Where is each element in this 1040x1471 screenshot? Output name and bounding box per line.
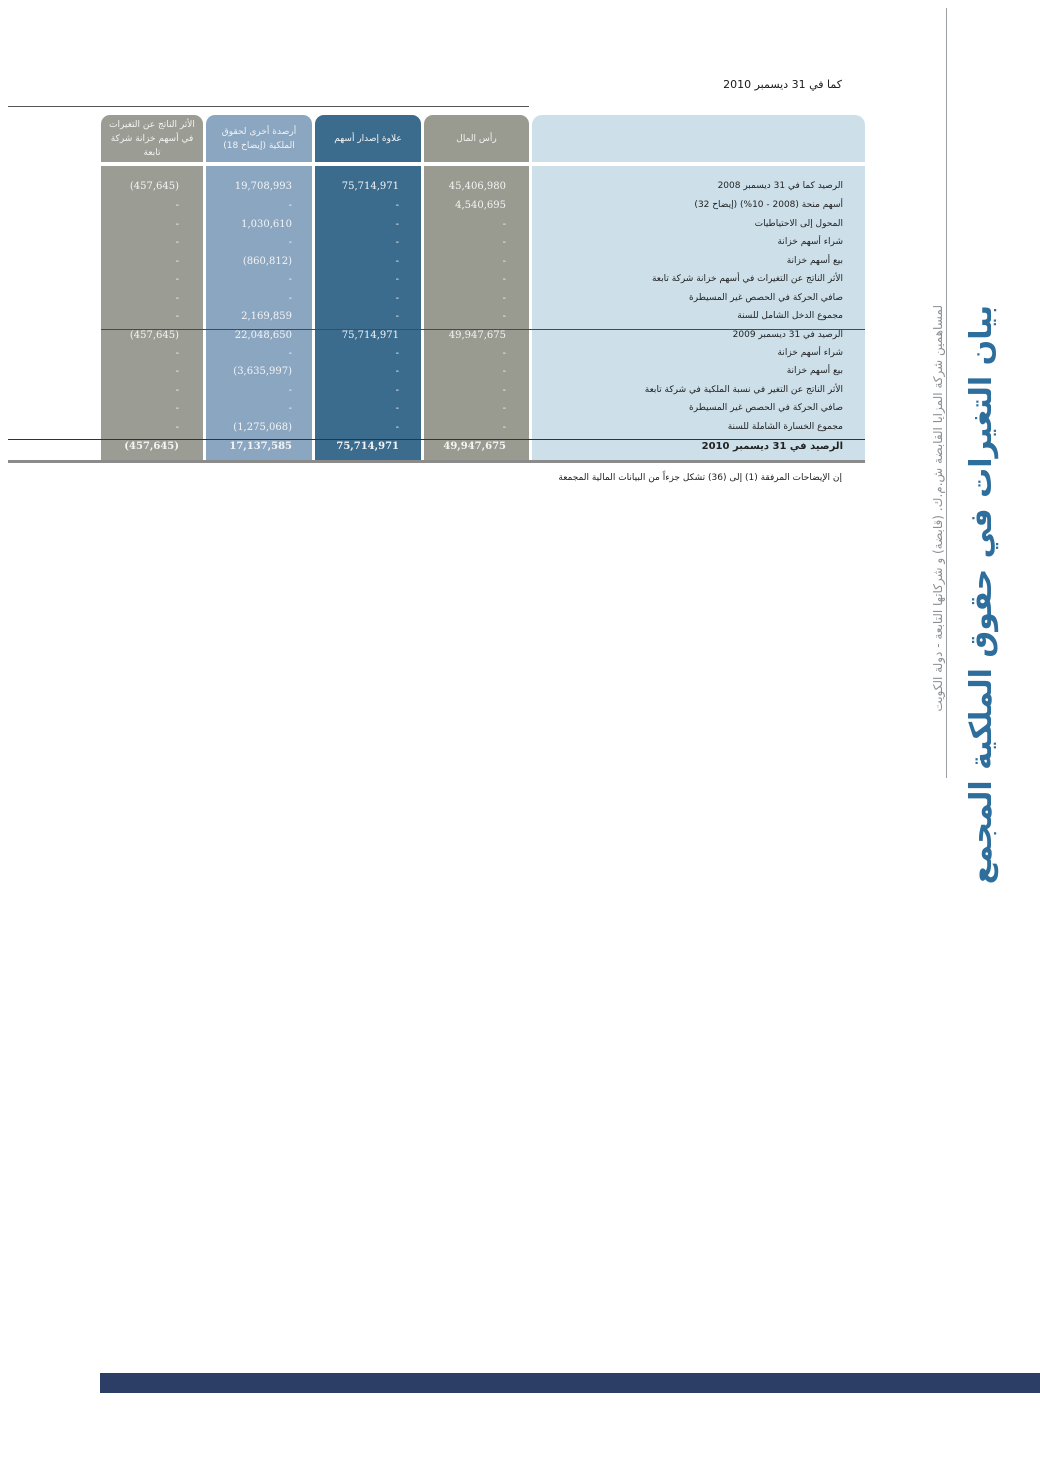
treasury-value: - [175, 200, 179, 211]
reserves-value: - [288, 385, 292, 396]
row-label: المحول إلى الاحتياطيات [754, 219, 843, 229]
table-row [101, 254, 865, 273]
reserves-value: - [288, 293, 292, 304]
row-label: الرصيد كما في 31 ديسمبر 2008 [717, 181, 843, 191]
row-label: الرصيد في 31 ديسمبر 2010 [701, 441, 843, 452]
table-row [101, 179, 865, 198]
capital-value: - [502, 274, 506, 285]
treasury-value: - [175, 274, 179, 285]
treasury-value: - [175, 237, 179, 248]
capital-value: - [502, 385, 506, 396]
premium-value: - [395, 237, 399, 248]
capital-value: - [502, 422, 506, 433]
row-label: صافي الحركة في الحصص غير المسيطرة [689, 403, 843, 413]
reserves-value: (3,635,997) [233, 366, 292, 377]
statement-title: بيان التغيرات في حقوق الملكية المجمع [964, 305, 999, 885]
header-reserves: أرصدة أخرى لحقوق الملكية (إيضاح 18) [206, 115, 312, 162]
table-row [101, 309, 865, 328]
reserves-value: - [288, 237, 292, 248]
table-bottom-rule [8, 460, 865, 463]
premium-value: - [395, 274, 399, 285]
treasury-value: (457,645) [124, 441, 179, 452]
table-row [101, 291, 865, 310]
company-subtitle: لمساهمين شركة المزايا القابضة ش.م.ك. (قابضة) و شركاتها التابعة - دولة الكويت [931, 305, 945, 712]
header-treasury: الأثر الناتج عن التغيرات في أسهم خزانة شركة تابعة [101, 115, 203, 162]
table-row [101, 364, 865, 383]
premium-value: 75,714,971 [341, 181, 399, 192]
reserves-value: 1,030,610 [241, 219, 292, 230]
treasury-value: - [175, 219, 179, 230]
row-label: الأثر الناتج عن التغير في نسبة الملكية في شركة تابعة [644, 385, 843, 395]
row-label: شراء أسهم خزانة [777, 348, 843, 358]
row-label: شراء أسهم خزانة [777, 237, 843, 247]
premium-value: - [395, 293, 399, 304]
reserves-value: 19,708,993 [234, 181, 292, 192]
footer-bar [100, 1373, 1040, 1393]
reserves-value: 17,137,585 [229, 441, 292, 452]
reserves-value: - [288, 200, 292, 211]
table-row [101, 272, 865, 291]
table-row [101, 420, 865, 439]
premium-value: 75,714,971 [341, 330, 399, 341]
treasury-value: - [175, 366, 179, 377]
row-label: أسهم منحة (2008 - 10%) (إيضاح 32) [694, 200, 843, 210]
treasury-value: - [175, 348, 179, 359]
total-divider [8, 439, 865, 440]
footnote: إن الإيضاحات المرفقة (1) إلى (36) تشكل جزءاً من البيانات المالية المجمعة [558, 473, 842, 483]
premium-value: 75,714,971 [336, 441, 399, 452]
capital-value: 45,406,980 [448, 181, 506, 192]
row-label: الأثر الناتج عن التغيرات في أسهم خزانة شركة تابعة [651, 274, 843, 284]
treasury-value: - [175, 422, 179, 433]
reserves-value: (860,812) [242, 256, 292, 267]
table-row [101, 217, 865, 236]
treasury-value: (457,645) [129, 181, 179, 192]
period-label: كما في 31 ديسمبر 2010 [723, 78, 842, 91]
row-label: بيع أسهم خزانة [786, 366, 843, 376]
capital-value: - [502, 403, 506, 414]
reserves-value: - [288, 348, 292, 359]
premium-value: - [395, 422, 399, 433]
capital-value: - [502, 219, 506, 230]
row-label: مجموع الدخل الشامل للسنة [737, 311, 843, 321]
premium-value: - [395, 348, 399, 359]
header-premium: علاوة إصدار أسهم [315, 115, 421, 162]
table-row [101, 346, 865, 365]
reserves-value: (1,275,068) [233, 422, 292, 433]
treasury-value: - [175, 256, 179, 267]
treasury-value: (457,645) [129, 330, 179, 341]
subtotal-divider [101, 329, 865, 330]
reserves-value: - [288, 274, 292, 285]
table-row [101, 235, 865, 254]
row-label: بيع أسهم خزانة [786, 256, 843, 266]
capital-value: - [502, 256, 506, 267]
capital-value: - [502, 366, 506, 377]
treasury-value: - [175, 403, 179, 414]
premium-value: - [395, 385, 399, 396]
treasury-value: - [175, 293, 179, 304]
table-row [101, 328, 865, 347]
capital-value: - [502, 237, 506, 248]
capital-value: - [502, 348, 506, 359]
capital-value: 49,947,675 [443, 441, 506, 452]
premium-value: - [395, 200, 399, 211]
capital-value: 49,947,675 [448, 330, 506, 341]
table-row [101, 383, 865, 402]
treasury-value: - [175, 385, 179, 396]
capital-value: - [502, 311, 506, 322]
row-label: الرصيد في 31 ديسمبر 2009 [732, 330, 843, 340]
premium-value: - [395, 219, 399, 230]
premium-value: - [395, 403, 399, 414]
premium-value: - [395, 256, 399, 267]
capital-value: - [502, 293, 506, 304]
premium-value: - [395, 311, 399, 322]
top-divider [8, 106, 529, 107]
table-row [101, 198, 865, 217]
header-separator [101, 162, 865, 166]
table-row [101, 401, 865, 420]
reserves-value: 22,048,650 [234, 330, 292, 341]
row-label: مجموع الخسارة الشاملة للسنة [727, 422, 843, 432]
premium-value: - [395, 366, 399, 377]
treasury-value: - [175, 311, 179, 322]
header-capital: رأس المال [424, 115, 529, 162]
capital-value: 4,540,695 [455, 200, 506, 211]
reserves-value: 2,169,859 [241, 311, 292, 322]
reserves-value: - [288, 403, 292, 414]
table-row [101, 439, 865, 458]
row-label: صافي الحركة في الحصص غير المسيطرة [689, 293, 843, 303]
